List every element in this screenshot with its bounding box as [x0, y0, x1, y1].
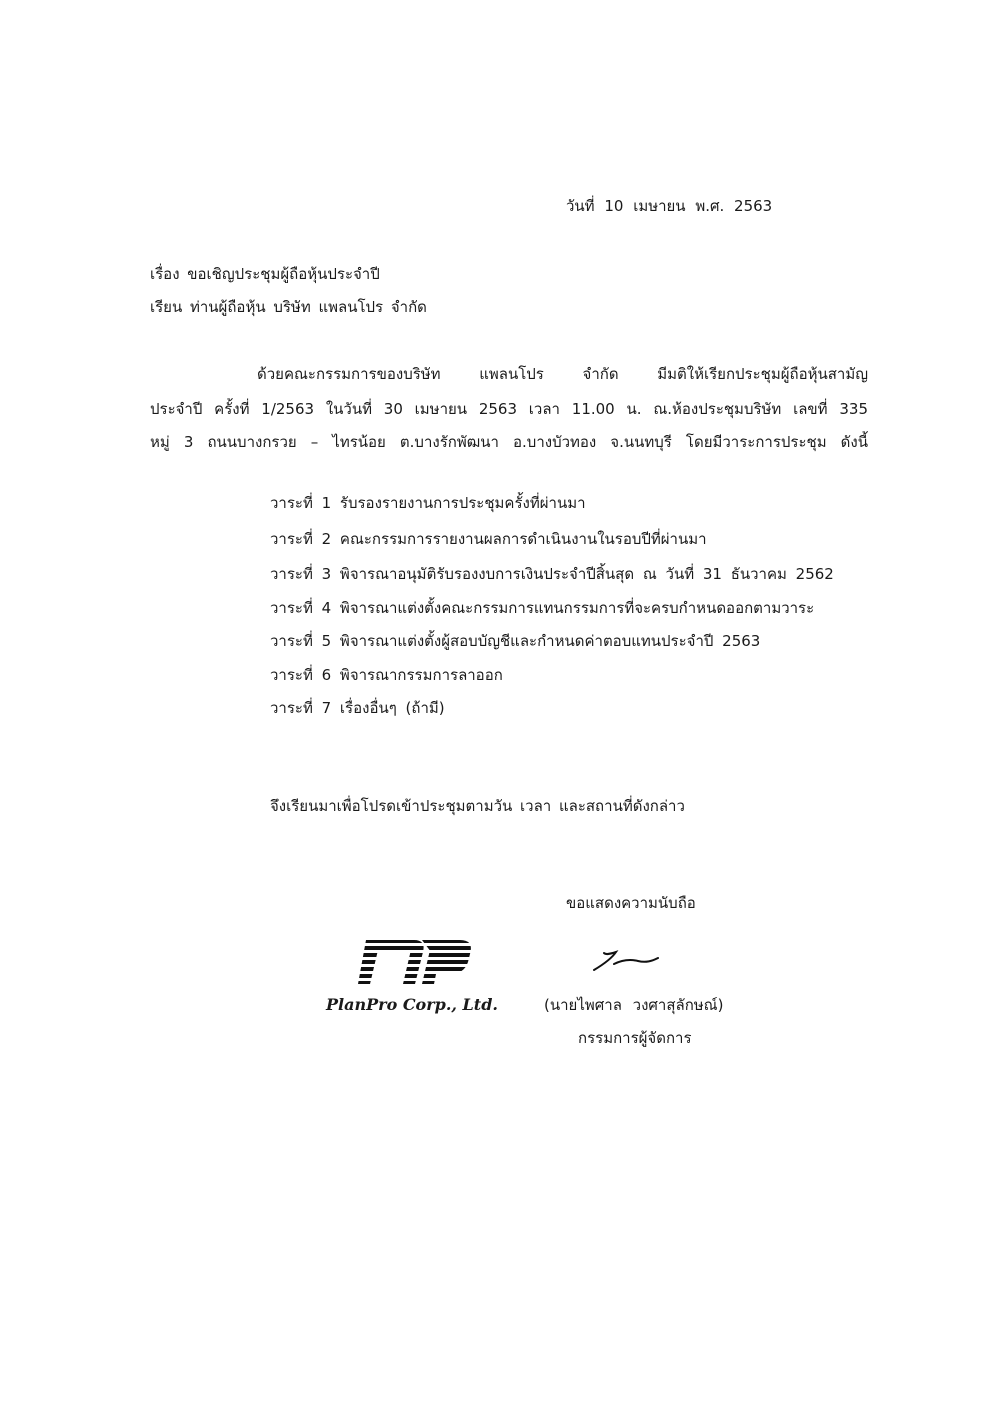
subject-line: เรื่อง ขอเชิญประชุมผู้ถือหุ้นประจำปี: [150, 265, 380, 283]
agenda-item: วาระที่ 4 พิจารณาแต่งตั้งคณะกรรมการแทนกรรมการที่จะครบกำหนดออกตามวาระ: [270, 599, 815, 617]
body-paragraph-line-3: หมู่ 3 ถนนบางกรวย – ไทรน้อย ต.บางรักพัฒนา อ.บางบัวทอง จ.นนทบุรี โดยมีวาระการประชุม ดังนี้: [150, 433, 868, 451]
agenda-item: วาระที่ 2 คณะกรรมการรายงานผลการดำเนินงานในรอบปีที่ผ่านมา: [270, 530, 707, 548]
agenda-item: วาระที่ 7 เรื่องอื่นๆ (ถ้ามี): [270, 699, 445, 717]
regards-line: ขอแสดงความนับถือ: [566, 894, 696, 912]
body-paragraph-line-1: ด้วยคณะกรรมการของบริษัท แพลนโปร จำกัด มีมติให้เรียกประชุมผู้ถือหุ้นสามัญ: [257, 365, 868, 383]
company-logo-caption: PlanPro Corp., Ltd.: [326, 995, 498, 1014]
planpro-logo-icon: [352, 936, 476, 988]
agenda-item: วาระที่ 3 พิจารณาอนุมัติรับรองงบการเงินประจำปีสิ้นสุด ณ วันที่ 31 ธันวาคม 2562: [270, 565, 834, 583]
agenda-item: วาระที่ 6 พิจารณากรรมการลาออก: [270, 666, 503, 684]
closing-line: จึงเรียนมาเพื่อโปรดเข้าประชุมตามวัน เวลา และสถานที่ดังกล่าว: [270, 797, 685, 815]
agenda-item: วาระที่ 5 พิจารณาแต่งตั้งผู้สอบบัญชีและกำหนดค่าตอบแทนประจำปี 2563: [270, 632, 761, 650]
signature-icon: [590, 944, 662, 976]
signer-title: กรรมการผู้จัดการ: [578, 1029, 692, 1047]
agenda-item: วาระที่ 1 รับรองรายงานการประชุมครั้งที่ผ่านมา: [270, 494, 586, 512]
body-paragraph-line-2: ประจำปี ครั้งที่ 1/2563 ในวันที่ 30 เมษายน 2563 เวลา 11.00 น. ณ.ห้องประชุมบริษัท เลขที่ 335: [150, 400, 868, 418]
signer-name: (นายไพศาล วงศาสุลักษณ์): [544, 996, 724, 1014]
letter-date: วันที่ 10 เมษายน พ.ศ. 2563: [566, 197, 773, 215]
recipient-line: เรียน ท่านผู้ถือหุ้น บริษัท แพลนโปร จำกัด: [150, 298, 427, 316]
